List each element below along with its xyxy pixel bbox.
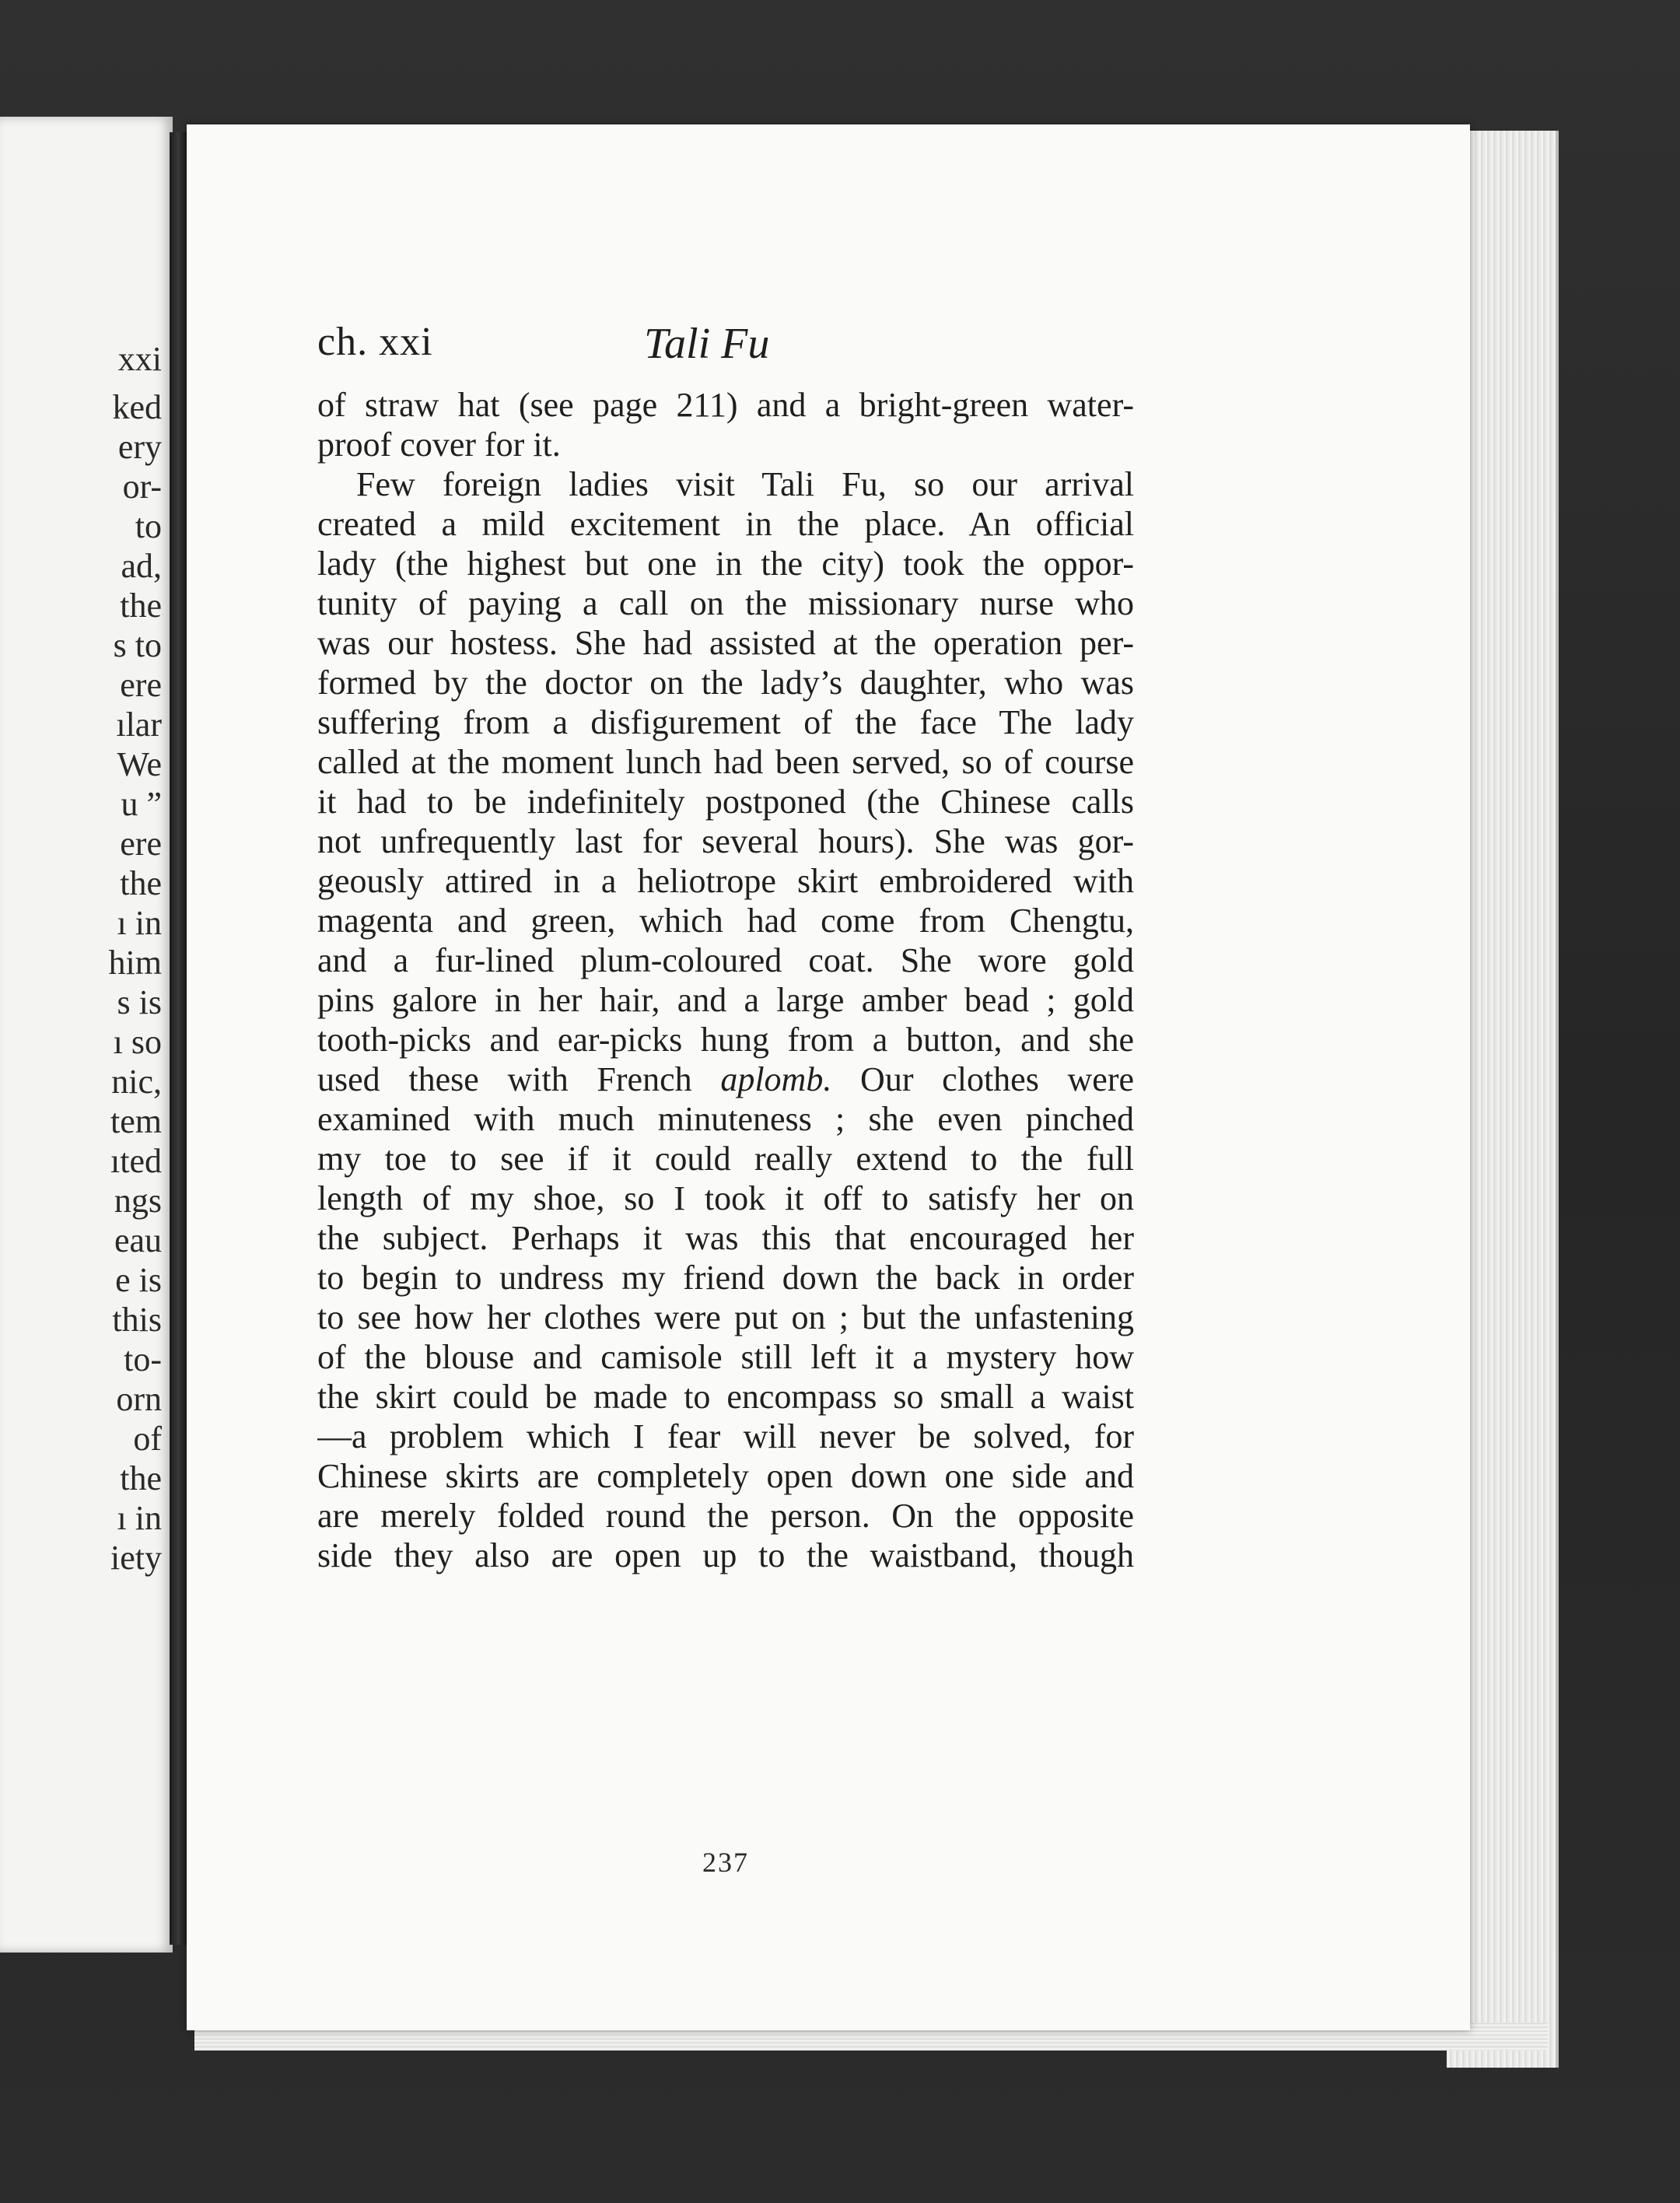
page-number: 237 [702, 1847, 749, 1878]
text-line-mixed [317, 1059, 1134, 1099]
text-line: proof cover for it. [317, 426, 561, 464]
left-page-fragment: ılar [116, 706, 162, 744]
text-line: pins galore in her hair, and a large amber bead ; gold [317, 981, 1134, 1019]
text-line: Few foreign ladies visit Tali Fu, so our arrival [356, 465, 1134, 503]
left-page-fragment: ı so [113, 1023, 162, 1061]
text-line: Chinese skirts are completely open down one side and [317, 1457, 1134, 1495]
text-line: —a problem which I fear will never be solved, for [317, 1417, 1134, 1455]
left-page-fragment: ı in [117, 904, 162, 942]
body-text [317, 385, 1134, 1878]
text-line: examined with much minuteness ; she even pinched [317, 1100, 1134, 1138]
text-line: suffering from a disfigurement of the face The lady [317, 703, 1134, 741]
text-line: magenta and green, which had come from Chengtu, [317, 902, 1134, 940]
text-line: and a fur-lined plum-coloured coat. She wore gold [317, 941, 1134, 979]
text-line: created a mild excitement in the place. An official [317, 505, 1134, 543]
text-line: geously attired in a heliotrope skirt embroidered with [317, 862, 1134, 900]
left-page-fragment: the [120, 1459, 162, 1497]
text-line: was our hostess. She had assisted at the operation per- [317, 624, 1134, 662]
italic-word: aplomb. [720, 1060, 832, 1098]
running-head [317, 319, 1134, 373]
left-page-fragment: ad, [121, 547, 162, 585]
left-page-fragment: tem [110, 1102, 162, 1140]
left-page-fragment: ı in [117, 1499, 162, 1537]
left-page-fragment: ngs [114, 1182, 162, 1220]
text-line: of straw hat (see page 211) and a bright-green water- [317, 386, 1134, 424]
text-line: not unfrequently last for several hours). She was gor- [317, 822, 1134, 860]
text-line: are merely folded round the person. On the opposite [317, 1497, 1134, 1535]
text-line: my toe to see if it could really extend to the full [317, 1140, 1134, 1178]
text-line: tooth-picks and ear-picks hung from a button, and she [317, 1021, 1134, 1059]
book-gutter [170, 132, 187, 1945]
left-page-fragment: e is [115, 1261, 162, 1299]
left-page-fragment: xxi [117, 340, 162, 378]
left-page-fragment: iety [110, 1539, 162, 1577]
left-page-fragment: nic, [111, 1063, 162, 1101]
left-page-fragment: s is [117, 983, 162, 1021]
left-page-fragment: to [135, 507, 162, 545]
text-line: called at the moment lunch had been served, so of course [317, 743, 1134, 781]
left-page-fragment: orn [116, 1380, 162, 1418]
text-line: to see how her clothes were put on ; but the unfastening [317, 1298, 1134, 1336]
left-page-fragment: the [120, 587, 162, 625]
text-line: lady (the highest but one in the city) took the oppor- [317, 545, 1134, 583]
book-page [187, 124, 1470, 2030]
left-page-fragment: ere [120, 825, 162, 863]
chapter-label: ch. xxi [317, 320, 433, 364]
text-line: formed by the doctor on the lady’s daughter, who was [317, 664, 1134, 702]
text-line: length of my shoe, so I took it off to satisfy her on [317, 1179, 1134, 1217]
text-run: used these with French [317, 1060, 692, 1098]
text-run: Our clothes were [860, 1060, 1134, 1098]
left-page-fragment: ıted [110, 1142, 162, 1180]
left-page-fragment: u ” [121, 785, 162, 823]
left-page-fragment: or- [122, 468, 162, 506]
text-line: the skirt could be made to encompass so small a waist [317, 1378, 1134, 1416]
text-line: of the blouse and camisole still left it a mystery how [317, 1338, 1134, 1376]
text-line: tunity of paying a call on the missionary nurse who [317, 584, 1134, 622]
left-page-fragment: We [117, 745, 162, 783]
left-page-fragment: ked [112, 388, 162, 426]
left-page-fragment: ery [117, 428, 162, 466]
left-page-fragment: of [133, 1420, 162, 1458]
text-line: side they also are open up to the waistband, though [317, 1536, 1134, 1574]
text-line: to begin to undress my friend down the back in order [317, 1259, 1134, 1297]
left-page-fragment: eau [114, 1221, 162, 1259]
left-page-fragment: him [108, 944, 162, 982]
left-page-fragment: s to [113, 626, 162, 664]
left-page-fragment: this [112, 1301, 162, 1339]
left-page-fragment: the [120, 864, 162, 902]
left-page-fragment: to- [124, 1340, 162, 1378]
running-title: Tali Fu [644, 320, 770, 368]
left-page-fragment: ere [120, 666, 162, 704]
text-line: it had to be indefinitely postponed (the Chinese calls [317, 783, 1134, 821]
text-line: the subject. Perhaps it was this that encouraged her [317, 1219, 1134, 1257]
previous-page-edge [0, 117, 173, 1953]
